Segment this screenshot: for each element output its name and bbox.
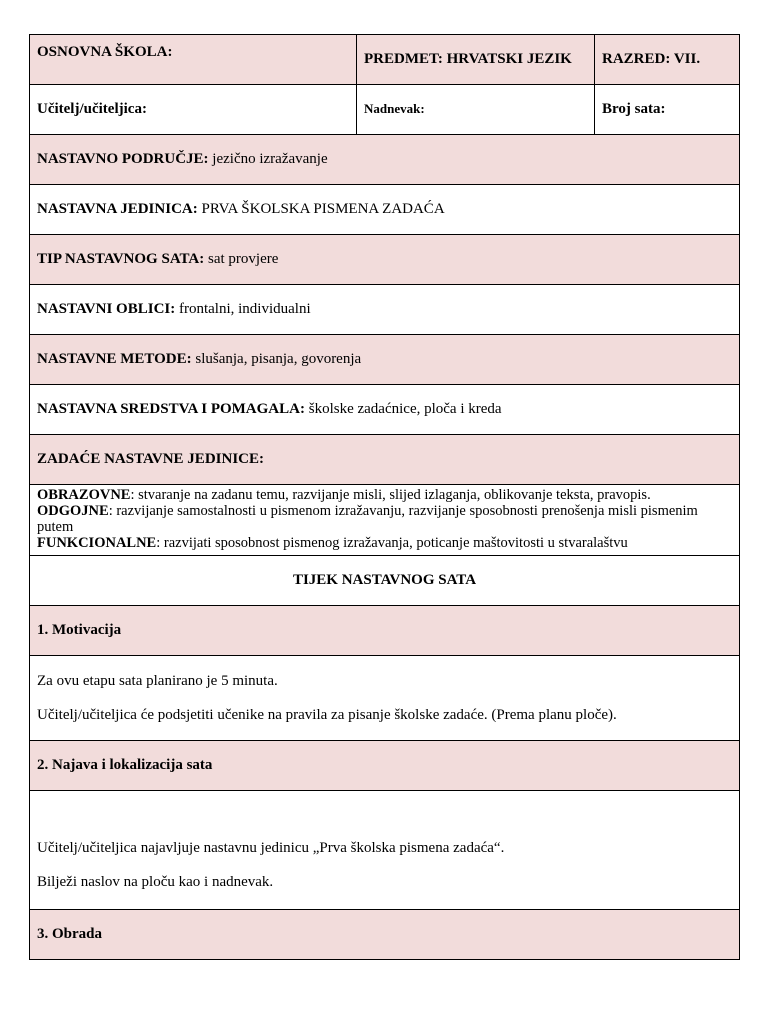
step1-body-row [30, 656, 740, 741]
step1-title: 1. Motivacija [37, 622, 122, 638]
teacher-cell [30, 85, 357, 135]
upbringing-text: : razvijanje samostalnosti u pismenom izražavanju, razvijanje sposobnosti prenošenja misli pismenim putem [37, 503, 698, 535]
step1-paragraph-2: Učitelj/učiteljica će podsjetiti učenike na pravila za pisanje školske zadaće. (Prema planu ploče). [37, 706, 617, 723]
functional-text: : razvijati sposobnost pismenog izražavanja, poticanje maštovitosti u stvaralaštvu [156, 535, 628, 551]
date-label: Nadnevak: [364, 101, 425, 116]
lesson-flow-title-row [30, 556, 740, 606]
step2-title-row [30, 741, 740, 791]
header-row [30, 35, 740, 85]
step2-title: 2. Najava i lokalizacija sata [37, 757, 213, 773]
date-cell [357, 85, 595, 135]
lesson-plan-table [29, 34, 740, 960]
teaching-area-value: jezično izražavanje [208, 151, 328, 167]
teaching-forms-value: frontalni, individualni [175, 301, 311, 317]
tasks-row [30, 485, 740, 556]
step2-body-row [30, 791, 740, 910]
teacher-label: Učitelj/učiteljica: [37, 101, 147, 117]
teaching-aids-row [30, 385, 740, 435]
step3-title: 3. Obrada [37, 926, 103, 942]
educational-label: OBRAZOVNE [37, 487, 131, 503]
lesson-type-value: sat provjere [204, 251, 279, 267]
lesson-plan [29, 34, 739, 960]
teaching-area-label: NASTAVNO PODRUČJE: [37, 151, 209, 167]
lesson-type-row [30, 235, 740, 285]
lesson-number-cell [595, 85, 740, 135]
teacher-row [30, 85, 740, 135]
upbringing-label: ODGOJNE [37, 503, 109, 519]
tasks-heading-row [30, 435, 740, 485]
teaching-unit-label: NASTAVNA JEDINICA: [37, 201, 198, 217]
lesson-number-label: Broj sata: [602, 101, 666, 117]
teaching-forms-label: NASTAVNI OBLICI: [37, 301, 176, 317]
teaching-aids-value: školske zadaćnice, ploča i kreda [304, 401, 502, 417]
subject-cell [357, 35, 595, 85]
teaching-methods-value: slušanja, pisanja, govorenja [191, 351, 362, 367]
school-cell [30, 35, 357, 85]
step3-title-row [30, 910, 740, 960]
teaching-methods-label: NASTAVNE METODE: [37, 351, 192, 367]
teaching-unit-row [30, 185, 740, 235]
step2-paragraph-2: Bilježi naslov na ploču kao i nadnevak. [37, 874, 274, 890]
subject-label: PREDMET: HRVATSKI JEZIK [364, 51, 572, 67]
teaching-aids-label: NASTAVNA SREDSTVA I POMAGALA: [37, 401, 305, 417]
lesson-flow-title: TIJEK NASTAVNOG SATA [292, 572, 477, 588]
educational-text: : stvaranje na zadanu temu, razvijanje misli, slijed izlaganja, oblikovanje teksta, pravopis. [130, 487, 651, 503]
teaching-unit-value: PRVA ŠKOLSKA PISMENA ZADAĆA [197, 201, 445, 217]
lesson-type-label: TIP NASTAVNOG SATA: [37, 251, 205, 267]
functional-label: FUNKCIONALNE [37, 535, 157, 551]
teaching-forms-row [30, 285, 740, 335]
educational-task [37, 487, 732, 503]
step1-title-row [30, 606, 740, 656]
step2-paragraph-1: Učitelj/učiteljica najavljuje nastavnu jedinicu „Prva školska pismena zadaća“. [37, 840, 505, 856]
school-label: OSNOVNA ŠKOLA: [37, 44, 173, 60]
tasks-heading: ZADAĆE NASTAVNE JEDINICE: [37, 451, 264, 467]
teaching-methods-row [30, 335, 740, 385]
upbringing-task [37, 503, 732, 535]
step1-paragraph-1: Za ovu etapu sata planirano je 5 minuta. [37, 672, 278, 689]
grade-label: RAZRED: VII. [602, 51, 701, 67]
grade-cell [595, 35, 740, 85]
functional-task [37, 535, 732, 551]
teaching-area-row [30, 135, 740, 185]
